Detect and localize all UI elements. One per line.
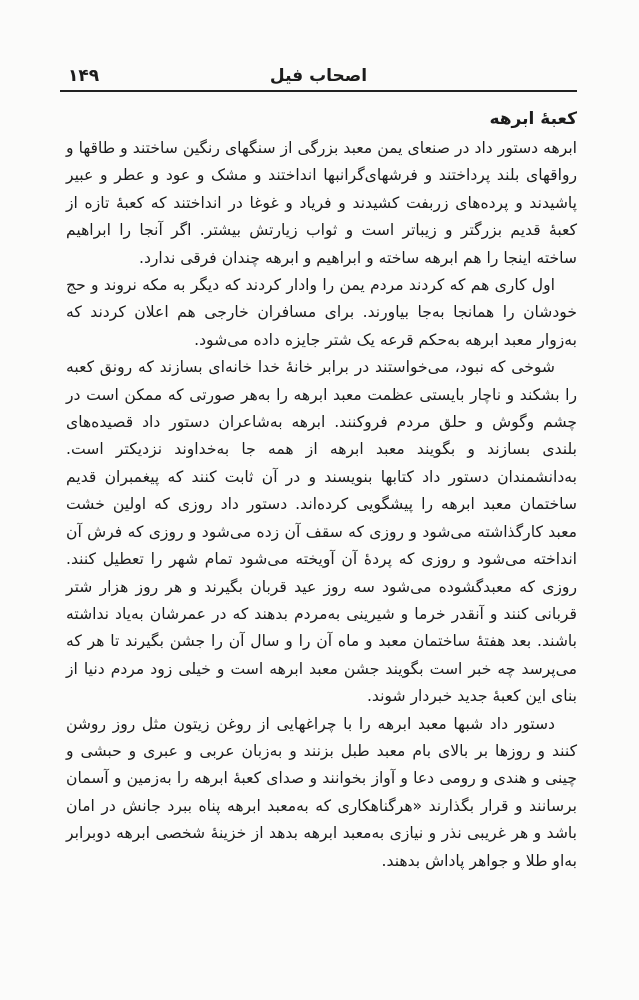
paragraph: اول کاری هم که کردند مردم یمن را وادار کردند که دیگر به مکه نروند و حج خودشان را همانجا به‌جا بیاورند. برای مسافران خارجی هم اعلان کردند که به‌زوار معبد ابرهه به‌حکم قرعه یک شتر جایزه داده می‌شود. [66,276,577,349]
section-heading: کعبهٔ ابرهه [489,109,577,129]
page-number: ۱۴۹ [68,66,100,86]
running-head-title: اصحاب فیل [269,66,368,86]
header-rule [60,90,577,92]
running-head [60,60,577,92]
paragraph: شوخی که نبود، می‌خواستند در برابر خانهٔ خدا خانه‌ای بسازند که رونق کعبه را بشکند و ناچار بایستی عظمت معبد ابرهه را به‌هر صورتی که ممکن است در چشم وگوش و حلق مردم فروکنند. ابرهه به‌شاعران دستور داد قصیده‌های بلندی بسازند و بگویند معبد ابرهه از همه جا به‌خداوند نزدیکتر است. به‌دانشمندان دستور داد کتابها بنویسند و در آن ثابت کنند که پیغمبران قدیم ساختمان معبد ابرهه را پیشگویی کرده‌اند. دستور داد روزی که اولین خشت معبد کارگذاشته می‌شود و روزی که سقف آن زده می‌شود و روزی که فرش آن انداخته می‌شود و روزی که پردهٔ آن آویخته می‌شود تمام شهر را تعطیل کنند. روزی که معبدگشوده می‌شود سه روز عید قربان بگیرند و هر روز هزار شتر قربانی کنند و آنقدر خرما و شیرینی به‌مردم بدهند که در عمرشان به‌یاد نداشته باشند. بعد هفتهٔ ساختمان معبد و ماه آن را و سال آن را جشن بگیرند تا هر که می‌پرسد چه خبر است بگویند جشن معبد ابرهه است و خیلی زود مردم دنیا از بنای این کعبهٔ جدید خبردار شوند. [66,358,577,706]
body-text [66,104,577,875]
paragraph: ابرهه دستور داد در صنعای یمن معبد بزرگی از سنگهای رنگین ساختند و طاقها و رواقهای بلند پرداختند و فرشهای‌گرانبها انداختند و مشک و عود و عطر و عبیر پاشیدند و پرده‌های زربفت کشیدند و فریاد و غوغا در انداختند که کعبهٔ تازه از کعبهٔ قدیم بزرگتر و زیباتر است و ثواب زیارتش بیشتر. اگر آنجا را ابراهیم ساخته اینجا را هم ابرهه ساخته و ابراهیم و ابرهه چندان فرقی ندارد. [66,139,577,267]
paragraph: دستور داد شبها معبد ابرهه را با چراغهایی از روغن زیتون مثل روز روشن کنند و روزها بر بالای بام معبد طبل بزنند و به‌زبان عربی و عبری و حبشی و چینی و هندی و رومی دعا و آواز بخوانند و صدای کعبهٔ ابرهه را به‌زمین و آسمان برسانند و قرار بگذارند «هرگناهکاری که به‌معبد ابرهه پناه ببرد جانش در امان باشد و هر غریبی نذر و نیازی به‌معبد ابرهه بدهد از خزینهٔ شخصی ابرهه دوبرابر به‌او طلا و جواهر پاداش بدهند. [66,714,577,870]
